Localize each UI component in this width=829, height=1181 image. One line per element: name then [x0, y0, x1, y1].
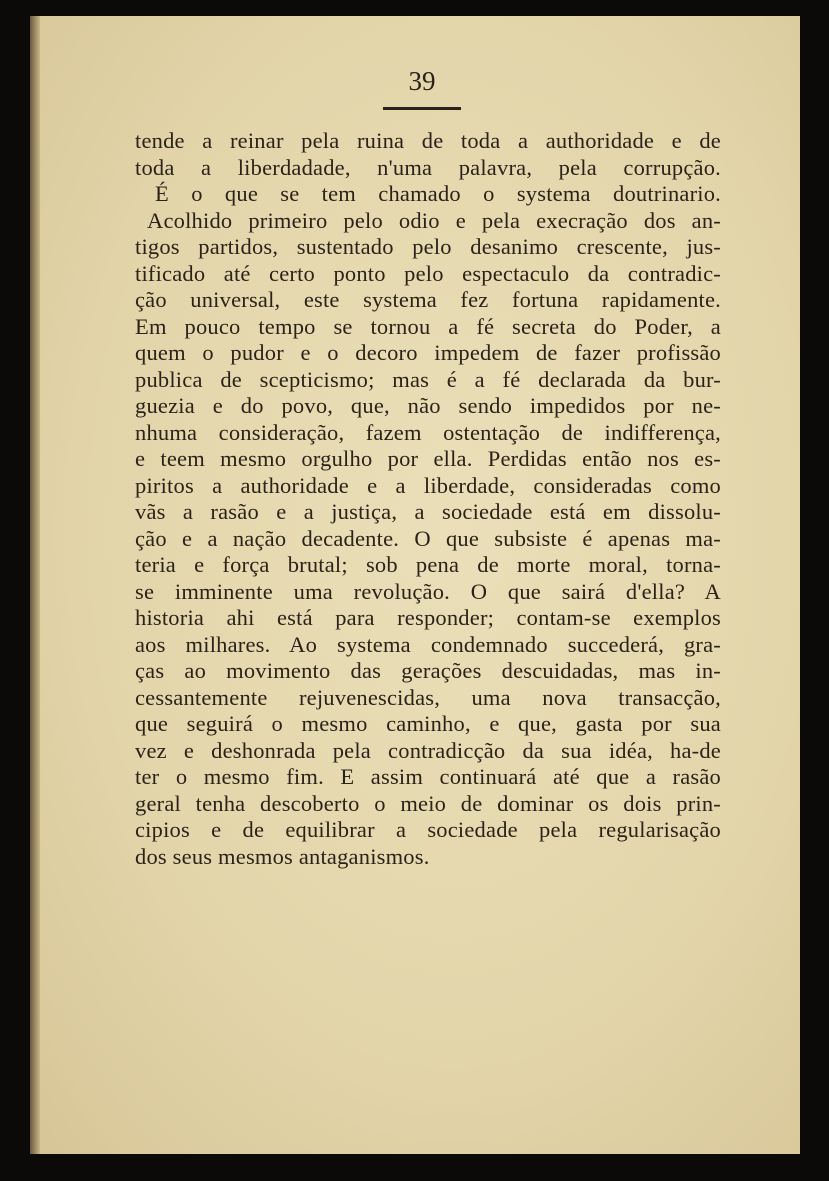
- text-line: ter o mesmo fim. E assim continuará até que a rasão: [135, 764, 721, 789]
- text-line: vez e deshonrada pela contradicção da sua idéa, ha-de: [135, 737, 721, 763]
- text-line: piritos a authoridade e a liberdade, consideradas como: [135, 472, 721, 498]
- text-line: É o que se tem chamado o systema doutrinario.: [155, 181, 721, 206]
- text-line: tificado até certo ponto pelo espectaculo da contradic-: [135, 260, 721, 286]
- text-line: Acolhido primeiro pelo odio e pela execração dos an-: [147, 207, 721, 233]
- text-line: quem o pudor e o decoro impedem de fazer profissão: [135, 340, 721, 365]
- text-line: ção e a nação decadente. O que subsiste é apenas ma-: [135, 525, 721, 551]
- text-line: toda a liberdadade, n'uma palavra, pela corrupção.: [135, 154, 721, 180]
- text-line: teria e força brutal; sob pena de morte moral, torna-: [135, 552, 721, 577]
- text-line: dos seus mesmos antaganismos.: [135, 843, 430, 869]
- text-line: cessantemente rejuvenescidas, uma nova transacção,: [135, 684, 721, 710]
- text-line: Em pouco tempo se tornou a fé secreta do Poder, a: [135, 313, 721, 339]
- text-line: se imminente uma revolução. O que sairá d'ella? A: [135, 578, 721, 604]
- page-binding-edge: [30, 16, 40, 1154]
- body-text: [135, 128, 721, 870]
- text-line: historia ahi está para responder; contam-se exemplos: [135, 605, 721, 630]
- text-line: aos milhares. Ao systema condemnado succederá, gra-: [135, 631, 721, 657]
- text-line: geral tenha descoberto o meio de dominar os dois prin-: [135, 790, 721, 816]
- text-line: cipios e de equilibrar a sociedade pela regularisação: [135, 817, 721, 842]
- page-number: 39: [408, 66, 436, 96]
- text-line: vãs a rasão e a justiça, a sociedade está em dissolu-: [135, 499, 721, 524]
- text-line: ção universal, este systema fez fortuna rapidamente.: [135, 287, 721, 312]
- text-line: tigos partidos, sustentado pelo desanimo crescente, jus-: [135, 234, 721, 259]
- text-line: guezia e do povo, que, não sendo impedidos por ne-: [135, 393, 721, 418]
- text-line: nhuma consideração, fazem ostentação de indifferença,: [135, 419, 721, 445]
- page-number-rule: [383, 107, 461, 110]
- text-line: publica de scepticismo; mas é a fé declarada da bur-: [135, 366, 721, 392]
- text-line: tende a reinar pela ruina de toda a authoridade e de: [135, 128, 721, 153]
- text-line: e teem mesmo orgulho por ella. Perdidas então nos es-: [135, 446, 721, 471]
- text-line: ças ao movimento das gerações descuidadas, mas in-: [135, 658, 721, 683]
- text-line: que seguirá o mesmo caminho, e que, gasta por sua: [135, 711, 721, 736]
